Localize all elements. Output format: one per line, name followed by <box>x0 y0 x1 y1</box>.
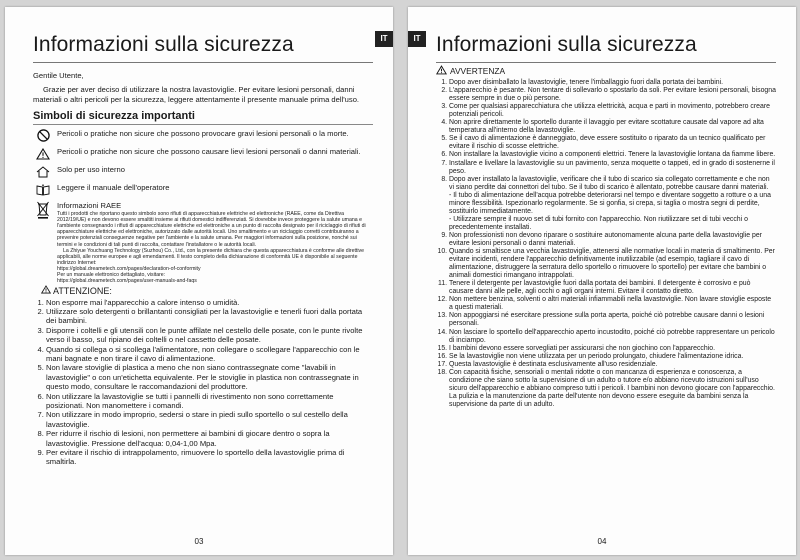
attention-list <box>33 298 373 467</box>
prohibition-icon <box>33 129 53 143</box>
list-item: 7. Installare e livellare la lavastoviglie su un pavimento, senza moquette o tappeti, ed in grado di sostenerne il peso. <box>449 160 776 176</box>
manual-page-left <box>5 7 393 555</box>
list-item: 13. Non appoggiarsi né esercitare pressione sulla porta aperta, poiché ciò potrebbe causare danni o lesioni personali. <box>449 312 776 328</box>
list-item: 16. Se la lavastoviglie non viene utilizzata per un periodo prolungato, chiudere l'alimentazione idrica. <box>449 353 776 361</box>
list-item: 11. Tenere il detergente per lavastoviglie fuori dalla portata dei bambini. Il detergente è corrosivo e può causare danni alle pelle, agli occhi o agli organi interni. Evitare il contatto diretto. <box>449 280 776 296</box>
symbol-row <box>33 165 373 179</box>
list-item: 15. I bambini devono essere sorvegliati per assicurarsi che non giochino con l'apparecchio. <box>449 345 776 353</box>
warning-heading: AVVERTENZA <box>436 65 776 76</box>
list-item: 5. Non lavare stoviglie di plastica a meno che non siano contrassegnate come "lavabili in lavastoviglie" o con un'etichetta equivalente. Per le stoviglie in plastica non contrassegnate in questo modo, consultare le raccomandazioni del produttore. <box>46 363 373 391</box>
language-tag: IT <box>408 31 426 47</box>
symbol-text: Pericoli o pratiche non sicure che possono causare lievi lesioni personali o danni materiali. <box>57 146 361 156</box>
warning-icon <box>41 285 53 296</box>
page-body <box>436 65 776 409</box>
list-item: 2. L'apparecchio è pesante. Non tentare di sollevarlo o spostarlo da soli. Per evitare lesioni personali, bisogna essere sempre in due o più persone. <box>449 87 776 103</box>
list-item: 17. Questa lavastoviglie è destinata esclusivamente all'uso residenziale. <box>449 361 776 369</box>
warning-list <box>436 79 776 409</box>
language-tag: IT <box>375 31 393 47</box>
symbol-row <box>33 147 373 161</box>
raee-title: Informazioni RAEE <box>57 200 122 210</box>
list-item: 10. Quando si smaltisce una vecchia lavastoviglie, attenersi alle normative locali in materia di smaltimento. Per evitare incidenti, rendere l'apparecchio definitivamente inutilizzabile (ad esempio, tagliare il cavo di alimentazione, distruggere la serratura dello sportello o rimuovere lo sportello) per evitare che bambini o animali domestici rimangano intrappolati. <box>449 248 776 280</box>
list-item: 4. Non aprire direttamente lo sportello durante il lavaggio per evitare scottature causate dal vapore ad alta temperatura all'interno della lavastoviglie. <box>449 119 776 135</box>
list-item: 6. Non installare la lavastoviglie vicino a componenti elettrici. Tenere la lavastoviglie lontana da fiamme libere. <box>449 151 776 159</box>
manual-page-right <box>408 7 796 555</box>
page-number: 03 <box>194 537 204 546</box>
list-item: 9. Non professionisti non devono riparare o sostituire autonomamente alcuna parte della lavastoviglie per evitare lesioni personali o danni materiali. <box>449 232 776 248</box>
title-divider <box>436 62 776 63</box>
list-item: 1. Dopo aver disimballato la lavastoviglie, tenere l'imballaggio fuori dalla portata dei bambini. <box>449 79 776 87</box>
list-item: 5. Se il cavo di alimentazione è danneggiato, deve essere sostituito o riparato da un tecnico qualificato per evitare il rischio di scosse elettriche. <box>449 135 776 151</box>
attention-heading: ATTENZIONE: <box>41 285 373 296</box>
list-item: 18. Con capacità fisiche, sensoriali o mentali ridotte o con mancanza di esperienza e conoscenza, a condizione che siano sotto la supervisione di un adulto o tutore e/o abbiano ricevuto istruzioni sull'uso sicuro dell'apparecchio e abbiano compreso tutti i pericoli. I bambini non devono giocare con l'apparecchio. La pulizia e la manutenzione da parte dell'utente non devono essere eseguite da bambini senza la supervisione da parte di un adulto. <box>449 369 776 409</box>
list-item: 1. Non esporre mai l'apparecchio a calore intenso o umidità. <box>46 298 373 307</box>
list-item: 4. Quando si collega o si scollega l'alimentatore, non collegare o scollegare l'apparecchio con le mani bagnate e non tirare il cavo di alimentazione. <box>46 345 373 364</box>
list-item: 3. Come per qualsiasi apparecchiatura che utilizza elettricità, acqua e parti in movimento, potrebbero creare potenziali pericoli. <box>449 103 776 119</box>
symbol-text: Leggere il manuale dell'operatore <box>57 182 170 192</box>
list-item: 8. Per ridurre il rischio di lesioni, non permettere ai bambini di giocare dentro o sopra la lavastoviglie. Pressione dell'acqua: 0,04-1,00 Mpa. <box>46 429 373 448</box>
list-subitem: - Il tubo di alimentazione dell'acqua potrebbe deteriorarsi nel tempo e diventare soggetto a rotture o a una minore flessibilità. Ispezionarlo regolarmente. Se si gonfia, si crepa, si taglia o mostra segni di perdite, sostituirlo immediatamente. <box>449 191 771 215</box>
title-divider <box>33 62 373 63</box>
page-title: Informazioni sulla sicurezza <box>33 33 294 56</box>
heading-divider <box>33 124 373 125</box>
symbol-text: Pericoli o pratiche non sicure che possono provocare gravi lesioni personali o la morte. <box>57 128 349 138</box>
list-item: 14. Non lasciare lo sportello dell'apparecchio aperto incustodito, poiché ciò potrebbe rappresentare un pericolo di inciampo. <box>449 329 776 345</box>
page-number: 04 <box>597 537 607 546</box>
list-item: 7. Non utilizzare in modo improprio, sedersi o stare in piedi sullo sportello o sul cestello della lavastoviglie. <box>46 410 373 429</box>
intro-paragraph: Grazie per aver deciso di utilizzare la nostra lavastoviglie. Per evitare lesioni personali, danni materiali o altri pericoli per la sicurezza, leggere attentamente il presente manuale prima dell'uso. <box>33 85 360 104</box>
list-item: 2. Utilizzare solo detergenti o brillantanti consigliati per la lavastoviglie e tenerli fuori dalla portata dei bambini. <box>46 307 373 326</box>
manual-icon <box>33 183 53 197</box>
list-subitem: - Utilizzare sempre il nuovo set di tubi fornito con l'apparecchio. Non riutilizzare set di tubi vecchi o precedentemente installati. <box>449 215 748 231</box>
house-icon <box>33 165 53 179</box>
greeting: Gentile Utente, <box>33 71 84 80</box>
raee-text: Tutti i prodotti che riportano questo simbolo sono rifiuti di apparecchiature elettriche ed elettroniche (RAEE, come da Direttiva 2012/19/UE) e non devono essere smaltiti insieme ai rifiuti domestici indifferenziati. Si dovrebbe invece proteggere la salute umana e l'ambiente consegnando i rifiuti di apparecchiature elettriche ed elettroniche a un punto di raccolta designato per il riciclaggio di rifiuti di apparecchiature elettriche ed elettroniche, autorizzato dalle autorità locali. Uno smaltimento e un riciclaggio corretti contribuiranno a prevenire potenziali conseguenze negative per l'ambiente e la salute umana. Per maggiori informazioni sulla posizione, nonché sui termini e le condizioni di tali punti di raccolta, contattare l'installatore o le autorità locali. La Zhiyue Youchuang Technology (Suzhou) Co., Ltd., con la presente dichiara che questa apparecchiatura è conforme alle direttive applicabili, alle norme europee e agli emendamenti. Il testo completo della dichiarazione di conformità UE è disponibile al seguente indirizzo Internet: https://global.dreametech.com/pages/declaration-of-conformity Per un manuale elettronico dettagliato, visitare: https://global.dreametech.com/pages/user-manuals-and-faqs <box>57 211 366 285</box>
symbols-heading: Simboli di sicurezza importanti <box>33 110 195 123</box>
list-item: 12. Non mettere benzina, solventi o altri materiali infiammabili nella lavastoviglie. Non lavare stoviglie esposte a questi materiali. <box>449 296 776 312</box>
raee-block <box>33 201 373 285</box>
list-item: 3. Disporre i coltelli e gli utensili con le punte affilate nel cestello delle posate, con le punte rivolte verso il basso, sul ripiano dei coltelli o nel cassetto delle posate. <box>46 326 373 345</box>
warning-icon <box>436 65 450 76</box>
weee-bin-icon <box>33 201 53 219</box>
page-title: Informazioni sulla sicurezza <box>436 33 697 56</box>
symbol-text: Solo per uso interno <box>57 164 125 174</box>
list-item: 9. Per evitare il rischio di intrappolamento, rimuovere lo sportello della lavastoviglie prima di smaltirla. <box>46 448 373 467</box>
list-item: 6. Non utilizzare la lavastoviglie se tutti i pannelli di rivestimento non sono correttamente posizionati. Non manomettere i comandi. <box>46 392 373 411</box>
list-item: 8. Dopo aver installato la lavastoviglie, verificare che il tubo di scarico sia collegato correttamente e che non vi siano perdite dai connettori del tubo. Se il tubo di scarico è allentato, potrebbe causare danni materiali. - Il tubo di alimentazione dell'acqua potrebbe deteriorarsi nel tempo e diventare soggetto a rotture o a una minore flessibilità. Ispezionarlo regolarmente. Se si gonfia, si crepa, si taglia o mostra segni di perdite, sostituirlo immediatamente. - Utilizzare sempre il nuovo set di tubi fornito con l'apparecchio. Non riutilizzare set di tubi vecchi o precedentemente installati. <box>449 176 776 232</box>
page-body <box>33 71 373 467</box>
warning-icon <box>33 147 53 161</box>
symbol-row <box>33 129 373 143</box>
symbol-row <box>33 183 373 197</box>
